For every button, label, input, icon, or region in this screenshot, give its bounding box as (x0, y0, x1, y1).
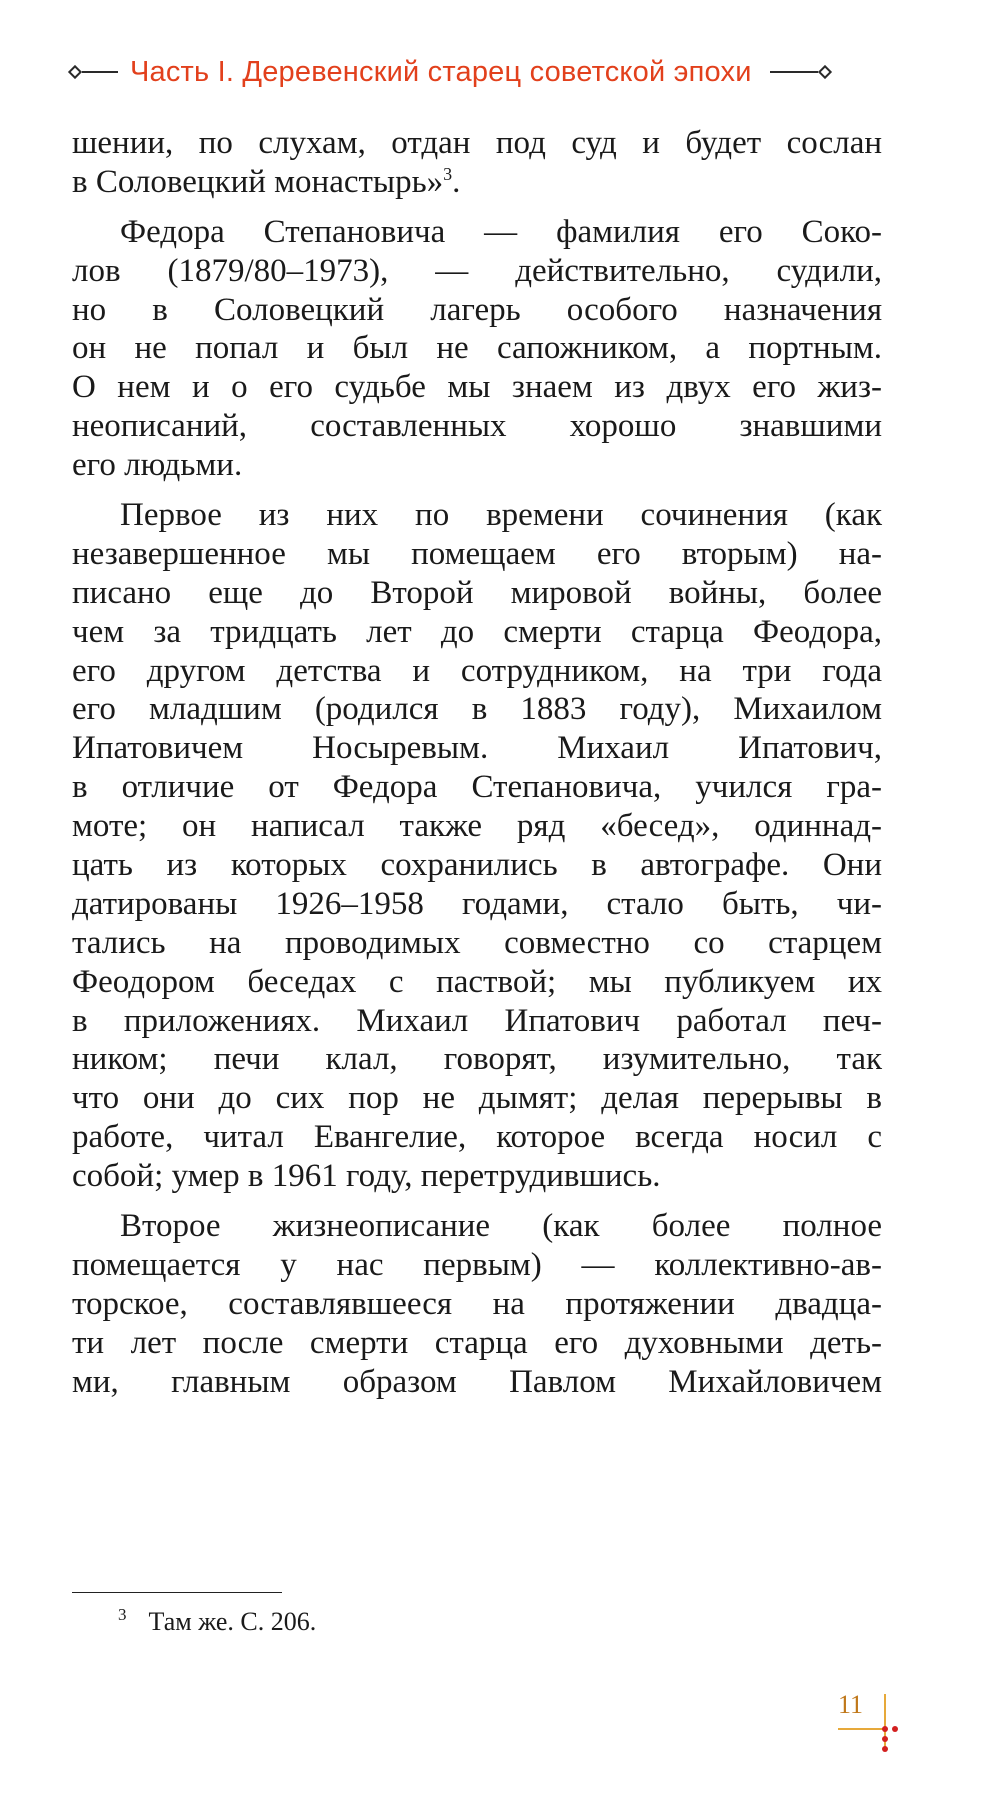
text-line: Второе жизнеописание (как более полное (120, 1208, 882, 1245)
text-line-end: . (452, 163, 461, 200)
text-line: он не попал и был не сапожником, а портным. (72, 330, 882, 367)
running-header (70, 50, 920, 94)
text-line: незавершенное мы помещаем его вторым) на- (72, 535, 882, 572)
text-line: его младшим (родился в 1883 году), Михаилом (72, 691, 882, 728)
footnote-reference[interactable]: 3 (443, 163, 453, 184)
text-line: в приложениях. Михаил Ипатович работал печ- (72, 1002, 882, 1039)
text-line: в отличие от Федора Степановича, учился гра- (72, 769, 882, 806)
text-line: помещается у нас первым) — коллективно-ав- (72, 1246, 882, 1283)
text-line (72, 163, 882, 202)
footnote-text: Там же. С. 206. (148, 1607, 317, 1636)
text-line: неописаний, составленных хорошо знавшими (72, 408, 882, 445)
page-number-rule (838, 1728, 886, 1730)
ornament-dot-icon (882, 1726, 888, 1732)
diamond-icon (68, 65, 82, 79)
diamond-icon (818, 65, 832, 79)
running-title: Часть I. Деревенский старец советской эпохи (130, 55, 752, 88)
footnote-rule (72, 1592, 282, 1593)
ornament-dot-icon (882, 1736, 888, 1742)
text-line: ти лет после смерти старца его духовными деть- (72, 1324, 882, 1361)
text-line: писано еще до Второй мировой войны, более (72, 574, 882, 611)
text-line: ми, главным образом Павлом Михайловичем (72, 1363, 882, 1400)
text-line: Федора Степановича — фамилия его Соко- (120, 213, 882, 250)
text-line-content: в Соловецкий монастырь» (72, 163, 444, 200)
ornament-dot-icon (882, 1746, 888, 1752)
footnote (118, 1606, 316, 1638)
text-line: торское, составлявшееся на протяжении двадца- (72, 1285, 882, 1322)
header-ornament-left (70, 62, 118, 82)
text-line: Феодором беседах с паствой; мы публикуем их (72, 963, 882, 1000)
footnote-number: 3 (118, 1605, 127, 1625)
text-line: цать из которых сохранились в автографе. Они (72, 847, 882, 884)
header-rule-right (770, 71, 818, 73)
body-text (72, 124, 882, 1402)
ornament-dot-icon (892, 1726, 898, 1732)
text-line: собой; умер в 1961 году, перетрудившись. (72, 1158, 661, 1195)
text-line: чем за тридцать лет до смерти старца Феодора, (72, 613, 882, 650)
text-line: О нем и о его судьбе мы знаем из двух его жиз- (72, 369, 882, 406)
text-line: его другом детства и сотрудником, на три года (72, 652, 882, 689)
text-line: шении, по слухам, отдан под суд и будет сослан (72, 125, 882, 161)
text-line: что они до сих пор не дымят; делая перерывы в (72, 1080, 882, 1117)
text-line: ником; печи клал, говорят, изумительно, так (72, 1041, 882, 1078)
text-line: Первое из них по времени сочинения (как (120, 497, 882, 534)
text-line: работе, читал Евангелие, которое всегда носил с (72, 1119, 882, 1156)
text-line: тались на проводимых совместно со старцем (72, 924, 882, 961)
text-line: моте; он написал также ряд «бесед», одиннад- (72, 808, 882, 845)
text-line: датированы 1926–1958 годами, стало быть, чи- (72, 885, 882, 922)
text-line: Ипатовичем Носыревым. Михаил Ипатович, (72, 730, 882, 767)
page-number: 11 (838, 1690, 864, 1719)
text-line: но в Соловецкий лагерь особого назначения (72, 291, 882, 328)
header-rule-left (82, 71, 118, 73)
text-line: его людьми. (72, 447, 243, 484)
header-ornament-right (770, 62, 830, 82)
text-line: лов (1879/80–1973), — действительно, судили, (72, 252, 882, 289)
page-number-block (838, 1690, 938, 1760)
